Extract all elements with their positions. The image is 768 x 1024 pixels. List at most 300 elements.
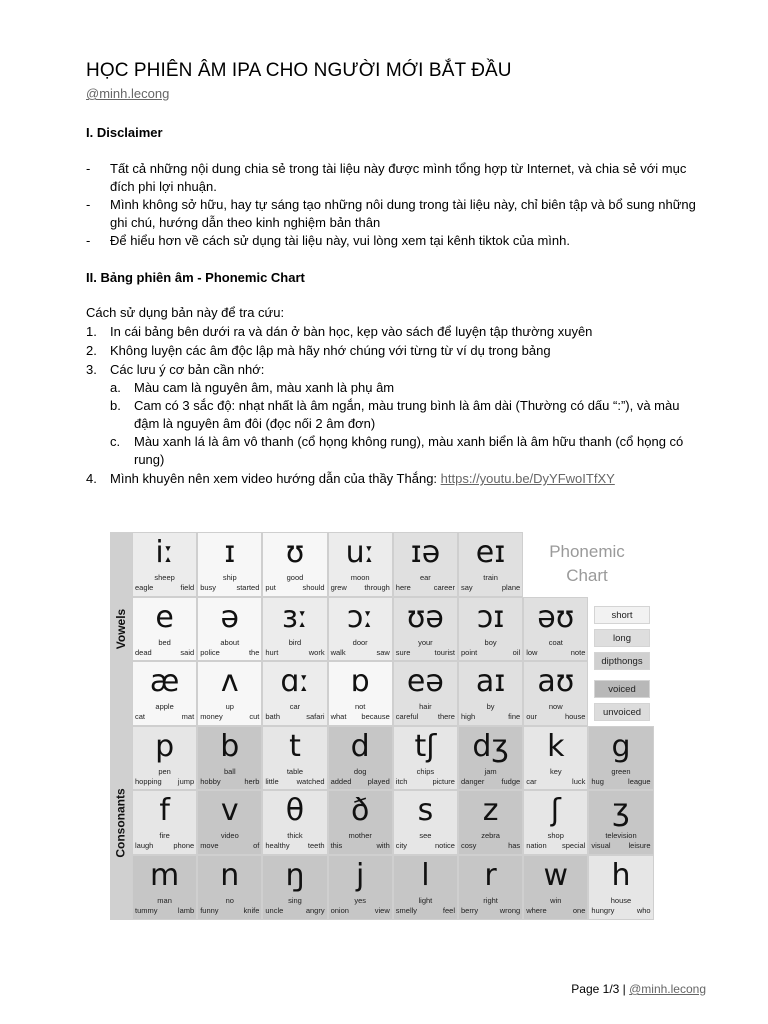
example-word: because <box>361 712 390 722</box>
list-number: 3. <box>86 362 97 377</box>
phoneme-symbol: aʊ <box>537 664 575 700</box>
example-word: phone <box>173 841 195 851</box>
example-word: career <box>433 583 455 592</box>
phoneme-symbol: ʃ <box>550 793 561 829</box>
phoneme-examples <box>461 648 520 657</box>
list-text: Màu cam là nguyên âm, màu xanh là phụ âm <box>134 380 395 395</box>
phoneme-cell <box>328 532 393 597</box>
example-word: high <box>461 712 476 722</box>
phoneme-symbol: ŋ <box>285 858 305 893</box>
list-letter: a. <box>110 380 121 395</box>
phoneme-keyword: sheep <box>154 573 175 582</box>
phoneme-cell <box>328 597 393 662</box>
example-word: onion <box>330 906 349 915</box>
phoneme-examples <box>461 777 520 786</box>
example-word: plane <box>501 583 521 592</box>
example-word: hungry <box>591 906 615 915</box>
example-word: uncle <box>265 906 284 915</box>
consonants-label: Consonants <box>114 788 128 858</box>
phoneme-keyword: thick <box>287 831 303 841</box>
phoneme-cell <box>262 855 327 920</box>
phoneme-examples <box>331 712 390 721</box>
phoneme-cell <box>328 855 393 920</box>
phoneme-examples <box>265 777 324 786</box>
list-letter: c. <box>110 434 121 449</box>
chart-title-line1: Phonemic <box>549 542 625 561</box>
example-word: berry <box>461 906 479 915</box>
list-item <box>86 397 706 433</box>
phoneme-keyword: now <box>548 702 563 712</box>
example-word: said <box>180 647 195 657</box>
phoneme-keyword: apple <box>155 702 174 712</box>
phoneme-symbol: ɜː <box>281 599 309 635</box>
example-word: field <box>180 583 195 592</box>
example-word: say <box>461 583 473 592</box>
phoneme-examples <box>461 583 520 592</box>
example-word: note <box>570 647 586 657</box>
phonemic-chart <box>110 532 650 920</box>
phoneme-keyword: key <box>549 766 562 776</box>
example-word: money <box>200 712 223 722</box>
example-word: visual <box>591 841 611 851</box>
page-title: HỌC PHIÊN ÂM IPA CHO NGƯỜI MỚI BẮT ĐẦU <box>86 60 512 81</box>
legend-item: short <box>594 606 650 624</box>
example-word: eagle <box>135 583 154 592</box>
phoneme-examples <box>396 777 455 786</box>
example-word: hopping <box>135 776 162 786</box>
document-page <box>86 60 706 488</box>
phoneme-examples <box>396 712 455 721</box>
phoneme-examples <box>200 583 259 592</box>
phoneme-cell <box>458 532 523 597</box>
example-word: what <box>330 712 347 722</box>
phoneme-cell <box>458 855 523 920</box>
example-word: special <box>562 841 586 851</box>
phoneme-cell <box>328 726 393 791</box>
phoneme-examples <box>200 906 259 915</box>
list-text: In cái bảng bên dưới ra và dán ở bàn học, kẹp vào sách để luyện tập thường xuyên <box>110 324 593 339</box>
example-word: notice <box>434 841 455 851</box>
notes-list <box>86 379 706 469</box>
phoneme-symbol: n <box>220 858 240 893</box>
phoneme-symbol: j <box>356 858 365 893</box>
example-word: wrong <box>499 906 521 915</box>
phoneme-symbol: ɒ <box>350 664 370 700</box>
example-word: dead <box>135 647 152 657</box>
example-word: cosy <box>461 841 477 851</box>
phoneme-examples <box>331 906 390 915</box>
author-handle-link[interactable]: @minh.lecong <box>86 86 170 101</box>
example-word: of <box>253 841 260 851</box>
example-word: oil <box>512 647 521 657</box>
list-number: 4. <box>86 471 97 486</box>
phoneme-symbol: əʊ <box>537 599 575 635</box>
phoneme-keyword: chips <box>416 766 435 776</box>
phoneme-keyword: door <box>352 637 368 647</box>
example-word: has <box>508 841 521 851</box>
phoneme-examples <box>396 648 455 657</box>
phoneme-keyword: your <box>418 637 433 647</box>
legend-item: unvoiced <box>594 703 650 721</box>
phoneme-examples <box>135 583 194 592</box>
phoneme-symbol: ɪ <box>224 535 236 570</box>
phoneme-keyword: light <box>418 896 433 905</box>
phoneme-examples <box>265 648 324 657</box>
phoneme-keyword: yes <box>354 896 367 905</box>
phoneme-cell <box>132 532 197 597</box>
example-word: busy <box>200 583 217 592</box>
phoneme-symbol: ð <box>351 793 370 829</box>
phoneme-cell <box>262 532 327 597</box>
section-heading-chart: II. Bảng phiên âm - Phonemic Chart <box>86 270 305 285</box>
example-word: bath <box>265 712 280 722</box>
phoneme-symbol: t <box>289 728 301 764</box>
example-word: fine <box>508 712 521 722</box>
phoneme-examples <box>526 712 585 721</box>
chart-title-line2: Chart <box>566 566 608 585</box>
phoneme-cell <box>262 790 327 855</box>
phoneme-keyword: table <box>286 766 304 776</box>
phoneme-examples <box>396 583 455 592</box>
example-word: through <box>364 583 390 592</box>
phoneme-cell <box>197 597 262 662</box>
phoneme-keyword: ball <box>223 766 236 776</box>
example-word: here <box>395 583 411 592</box>
phoneme-keyword: bed <box>158 637 171 647</box>
phoneme-keyword: television <box>605 831 637 841</box>
phoneme-keyword: fire <box>159 831 170 841</box>
phoneme-examples <box>331 583 390 592</box>
example-word: cut <box>249 712 260 722</box>
phoneme-keyword: good <box>286 573 304 582</box>
phoneme-symbol: ʌ <box>220 664 239 700</box>
phoneme-keyword: about <box>220 637 240 647</box>
phoneme-keyword: right <box>483 896 498 905</box>
phoneme-keyword: moon <box>350 573 370 582</box>
phoneme-keyword: bird <box>288 637 302 647</box>
example-word: smelly <box>395 906 418 915</box>
example-word: one <box>572 906 586 915</box>
example-word: watched <box>296 776 325 786</box>
example-word: our <box>526 712 538 722</box>
list-text: Cam có 3 sắc độ: nhạt nhất là âm ngắn, màu trung bình là âm dài (Thường có dấu “:”), và màu đậm là nguyên âm đôi (đọc nối 2 âm đơn) <box>134 398 680 431</box>
example-word: cat <box>135 712 146 722</box>
phoneme-keyword: car <box>289 702 301 712</box>
phoneme-keyword: no <box>225 896 234 905</box>
phoneme-examples <box>526 841 585 850</box>
phoneme-cell <box>197 532 262 597</box>
phoneme-keyword: not <box>354 702 366 712</box>
phoneme-keyword: ear <box>419 573 431 582</box>
list-item <box>86 360 706 469</box>
example-word: walk <box>330 647 346 657</box>
phoneme-symbol: eə <box>406 664 444 700</box>
list-number: 2. <box>86 343 97 358</box>
phoneme-cell <box>523 855 588 920</box>
phoneme-examples <box>200 712 259 721</box>
example-word: nation <box>526 841 547 851</box>
phoneme-symbol: d <box>350 728 370 764</box>
example-word: tourist <box>434 647 455 657</box>
phoneme-keyword: ship <box>222 573 237 582</box>
phoneme-keyword: man <box>157 896 172 905</box>
section-heading-disclaimer: I. Disclaimer <box>86 125 163 140</box>
disclaimer-list <box>86 160 706 250</box>
phoneme-keyword: boy <box>484 637 497 647</box>
usage-steps <box>86 322 706 488</box>
phoneme-examples <box>396 906 455 915</box>
example-word: car <box>526 776 537 786</box>
list-item <box>86 379 706 397</box>
example-word: sure <box>395 647 411 657</box>
chart-title <box>527 540 647 588</box>
example-word: hobby <box>200 776 221 786</box>
phoneme-keyword: sing <box>288 896 302 905</box>
phoneme-cell <box>262 726 327 791</box>
phoneme-examples <box>135 906 194 915</box>
phoneme-symbol: f <box>159 793 170 829</box>
phoneme-cell <box>132 597 197 662</box>
legend-item: long <box>594 629 650 647</box>
example-word: careful <box>395 712 419 722</box>
example-word: league <box>628 776 651 786</box>
phoneme-examples <box>331 648 390 657</box>
phoneme-examples <box>396 841 455 850</box>
phoneme-examples <box>461 712 520 721</box>
example-word: move <box>200 841 219 851</box>
phoneme-cell <box>523 790 588 855</box>
example-word: played <box>367 776 390 786</box>
example-word: who <box>636 906 651 915</box>
phoneme-cell <box>262 661 327 726</box>
phoneme-cell <box>393 790 458 855</box>
phoneme-symbol: h <box>611 858 631 893</box>
phoneme-examples <box>135 777 194 786</box>
example-word: house <box>564 712 586 722</box>
phoneme-symbol: ə <box>220 599 240 635</box>
example-word: little <box>265 776 279 786</box>
example-word: work <box>308 647 325 657</box>
phoneme-examples <box>135 648 194 657</box>
phoneme-cell <box>523 661 588 726</box>
phoneme-examples <box>265 841 324 850</box>
list-text: Các lưu ý cơ bản cần nhớ: <box>110 362 265 377</box>
phoneme-examples <box>591 841 650 850</box>
phoneme-examples <box>200 648 259 657</box>
phoneme-examples <box>265 906 324 915</box>
example-word: low <box>526 647 538 657</box>
phoneme-examples <box>331 777 390 786</box>
phoneme-keyword: up <box>225 702 234 712</box>
example-word: where <box>526 906 547 915</box>
example-word: jump <box>177 776 195 786</box>
example-word: city <box>395 841 408 851</box>
phoneme-cell <box>328 790 393 855</box>
example-word: fudge <box>501 776 521 786</box>
example-word: itch <box>395 776 408 786</box>
list-number: 1. <box>86 324 97 339</box>
phoneme-symbol: p <box>155 728 175 764</box>
phoneme-symbol: z <box>482 793 499 829</box>
phoneme-keyword: hair <box>419 702 432 712</box>
example-word: saw <box>376 647 390 657</box>
phoneme-examples <box>200 841 259 850</box>
phoneme-keyword: train <box>483 573 498 582</box>
phoneme-cell <box>393 726 458 791</box>
phoneme-examples <box>526 648 585 657</box>
phoneme-cell <box>588 790 653 855</box>
example-word: hug <box>591 776 604 786</box>
phoneme-examples <box>135 712 194 721</box>
phoneme-examples <box>461 906 520 915</box>
phoneme-keyword: dog <box>353 766 367 776</box>
phoneme-keyword: video <box>220 831 239 841</box>
phoneme-symbol: w <box>543 858 569 893</box>
phoneme-symbol: k <box>547 728 565 764</box>
example-word: herb <box>244 776 260 786</box>
phoneme-examples <box>265 712 324 721</box>
phoneme-examples <box>135 841 194 850</box>
phoneme-cell <box>523 597 588 662</box>
list-item <box>86 341 706 360</box>
example-word: view <box>374 906 390 915</box>
list-text: Màu xanh lá là âm vô thanh (cổ họng không rung), màu xanh biển là âm hữu thanh (cổ họng có rung) <box>134 434 684 467</box>
list-item <box>86 322 706 341</box>
example-word: leisure <box>628 841 651 851</box>
phoneme-cell <box>458 790 523 855</box>
footer-handle-link[interactable]: @minh.lecong <box>629 982 706 996</box>
phoneme-cell <box>458 661 523 726</box>
example-word: knife <box>243 906 260 915</box>
consonants-side-label <box>110 726 132 920</box>
list-text: Không luyện các âm độc lập mà hãy nhớ chúng với từng từ ví dụ trong bảng <box>110 343 551 358</box>
usage-intro: Cách sử dụng bản này để tra cứu: <box>86 305 285 320</box>
phoneme-cell <box>458 726 523 791</box>
phoneme-cell <box>393 532 458 597</box>
phoneme-examples <box>591 906 650 915</box>
phoneme-symbol: tʃ <box>414 728 437 764</box>
phoneme-symbol: s <box>417 793 434 829</box>
example-word: started <box>236 583 260 592</box>
phoneme-cell <box>132 790 197 855</box>
example-word: put <box>265 583 276 592</box>
phoneme-keyword: mother <box>348 831 372 841</box>
phoneme-keyword: by <box>486 702 495 712</box>
list-item: - Để hiểu hơn về cách sử dụng tài liệu này, vui lòng xem tại kênh tiktok của mình. <box>86 232 706 250</box>
phoneme-symbol: b <box>220 728 240 764</box>
phoneme-cell <box>132 661 197 726</box>
phoneme-symbol: uː <box>345 535 375 570</box>
example-word: safari <box>306 712 325 722</box>
phoneme-symbol: eɪ <box>475 535 506 570</box>
list-letter: b. <box>110 398 121 413</box>
phoneme-symbol: iː <box>155 535 174 570</box>
example-word: picture <box>432 776 455 786</box>
phoneme-symbol: ʊ <box>285 535 305 570</box>
example-word: luck <box>572 776 586 786</box>
example-word: with <box>376 841 390 851</box>
phoneme-keyword: shop <box>547 831 564 841</box>
phoneme-symbol: dʒ <box>472 728 509 764</box>
phoneme-keyword: house <box>610 896 632 905</box>
example-word: lamb <box>177 906 195 915</box>
example-word: laugh <box>135 841 154 851</box>
phoneme-symbol: g <box>611 728 631 764</box>
phoneme-symbol: ɪə <box>410 535 441 570</box>
example-word: mat <box>181 712 195 722</box>
phoneme-keyword: see <box>419 831 432 841</box>
list-item: - Mình không sở hữu, hay tự sáng tạo những nôi dung trong tài liệu này, chỉ biên tập và bổ sung những ghi chú, hướng dẫn theo kinh nghiệm bản thân <box>86 196 706 232</box>
example-word: teeth <box>307 841 325 851</box>
phoneme-symbol: ɔː <box>346 599 374 635</box>
phoneme-symbol: r <box>484 858 497 893</box>
page-number: Page 1/3 | <box>571 982 630 996</box>
example-word: the <box>248 647 260 657</box>
example-word: healthy <box>265 841 290 851</box>
phoneme-symbol: l <box>421 858 430 893</box>
legend-item: dipthongs <box>594 652 650 670</box>
phoneme-cell <box>197 661 262 726</box>
phoneme-examples <box>265 583 324 592</box>
phoneme-cell <box>132 855 197 920</box>
phoneme-cell <box>132 726 197 791</box>
phoneme-cell <box>458 597 523 662</box>
phoneme-cell <box>197 790 262 855</box>
list-text: Mình khuyên nên xem video hướng dẫn của thầy Thắng: <box>110 471 441 486</box>
phoneme-examples <box>461 841 520 850</box>
phoneme-examples <box>591 777 650 786</box>
phoneme-examples <box>526 777 585 786</box>
example-word: this <box>330 841 343 851</box>
phoneme-cell <box>588 855 653 920</box>
phoneme-keyword: coat <box>548 637 563 647</box>
phoneme-symbol: æ <box>149 664 180 700</box>
phoneme-keyword: jam <box>484 766 497 776</box>
phoneme-cell <box>328 661 393 726</box>
phoneme-symbol: ɑː <box>280 664 310 700</box>
phoneme-symbol: m <box>149 858 180 893</box>
example-word: danger <box>461 776 485 786</box>
phoneme-cell <box>393 661 458 726</box>
phoneme-cell <box>197 726 262 791</box>
phoneme-symbol: ɔɪ <box>476 599 505 635</box>
phoneme-cell <box>262 597 327 662</box>
phoneme-cell <box>393 855 458 920</box>
example-word: point <box>461 647 478 657</box>
example-word: should <box>302 583 325 592</box>
youtube-link[interactable]: https://youtu.be/DyYFwoITfXY <box>440 471 615 486</box>
list-item <box>86 433 706 469</box>
example-word: there <box>437 712 455 722</box>
phoneme-cell <box>197 855 262 920</box>
phoneme-symbol: ʊə <box>406 599 444 635</box>
phoneme-examples <box>200 777 259 786</box>
phoneme-cell <box>523 726 588 791</box>
phoneme-symbol: v <box>220 793 239 829</box>
example-word: added <box>330 776 352 786</box>
phoneme-examples <box>331 841 390 850</box>
phoneme-keyword: win <box>550 896 562 905</box>
phoneme-symbol: e <box>155 599 174 635</box>
example-word: hurt <box>265 647 279 657</box>
example-word: feel <box>442 906 455 915</box>
example-word: police <box>200 647 220 657</box>
phoneme-keyword: green <box>611 766 631 776</box>
phoneme-symbol: ʒ <box>612 793 630 829</box>
list-item: - Tất cả những nội dung chia sẻ trong tài liệu này được mình tổng hợp từ Internet, và chia sẻ với mục đích phi lợi nhuận. <box>86 160 706 196</box>
vowels-side-label <box>110 532 132 726</box>
example-word: funny <box>200 906 219 915</box>
